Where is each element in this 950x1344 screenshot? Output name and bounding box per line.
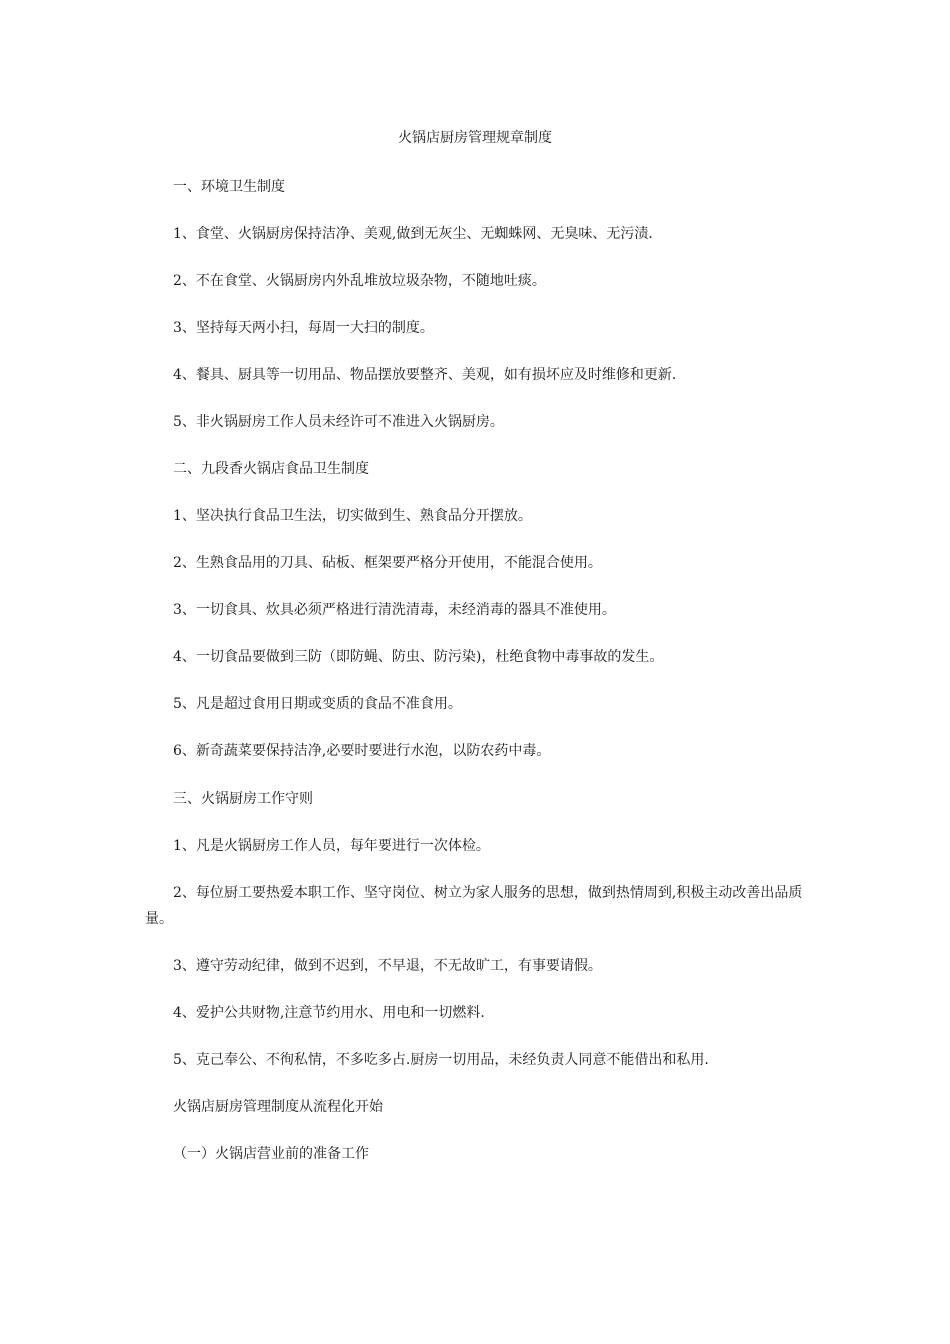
paragraph: 5、克己奉公、不徇私情，不多吃多占.厨房一切用品，未经负责人同意不能借出和私用. (173, 1052, 709, 1068)
subsection-heading: （一）火锅店营业前的准备工作 (173, 1146, 369, 1162)
paragraph: 1、凡是火锅厨房工作人员，每年要进行一次体检。 (173, 838, 490, 854)
section-heading-process: 火锅店厨房管理制度从流程化开始 (173, 1099, 383, 1115)
paragraph: 2、每位厨工要热爱本职工作、坚守岗位、树立为家人服务的思想，做到热情周到,积极主动改善出品质量。 (145, 885, 803, 927)
section-heading-work-rules: 三、火锅厨房工作守则 (173, 791, 313, 807)
paragraph: 6、新奇蔬菜要保持洁净,必要时要进行水泡，以防农药中毒。 (173, 743, 551, 759)
paragraph: 2、生熟食品用的刀具、砧板、框架要严格分开使用，不能混合使用。 (173, 555, 602, 571)
paragraph: 1、坚决执行食品卫生法，切实做到生、熟食品分开摆放。 (173, 508, 532, 524)
section-heading-environment: 一、环境卫生制度 (173, 179, 285, 195)
paragraph: 3、一切食具、炊具必须严格进行清洗清毒，未经消毒的器具不准使用。 (173, 602, 616, 618)
paragraph: 1、食堂、火锅厨房保持洁净、美观,做到无灰尘、无蜘蛛网、无臭味、无污渍. (173, 226, 653, 242)
paragraph: 3、遵守劳动纪律，做到不迟到，不早退，不无故旷工，有事要请假。 (173, 958, 602, 974)
document-title: 火锅店厨房管理规章制度 (398, 130, 552, 146)
paragraph: 5、非火锅厨房工作人员未经许可不准进入火锅厨房。 (173, 414, 504, 430)
paragraph: 2、不在食堂、火锅厨房内外乱堆放垃圾杂物，不随地吐痰。 (173, 273, 546, 289)
section-heading-food-hygiene: 二、九段香火锅店食品卫生制度 (173, 461, 369, 477)
paragraph: 3、坚持每天两小扫，每周一大扫的制度。 (173, 320, 434, 336)
paragraph: 4、一切食品要做到三防（即防蝇、防虫、防污染)，杜绝食物中毒事故的发生。 (173, 649, 664, 665)
paragraph: 4、爱护公共财物,注意节约用水、用电和一切燃料. (173, 1005, 485, 1021)
paragraph: 4、餐具、厨具等一切用品、物品摆放要整齐、美观，如有损坏应及时维修和更新. (173, 367, 677, 383)
paragraph: 5、凡是超过食用日期或变质的食品不准食用。 (173, 696, 462, 712)
